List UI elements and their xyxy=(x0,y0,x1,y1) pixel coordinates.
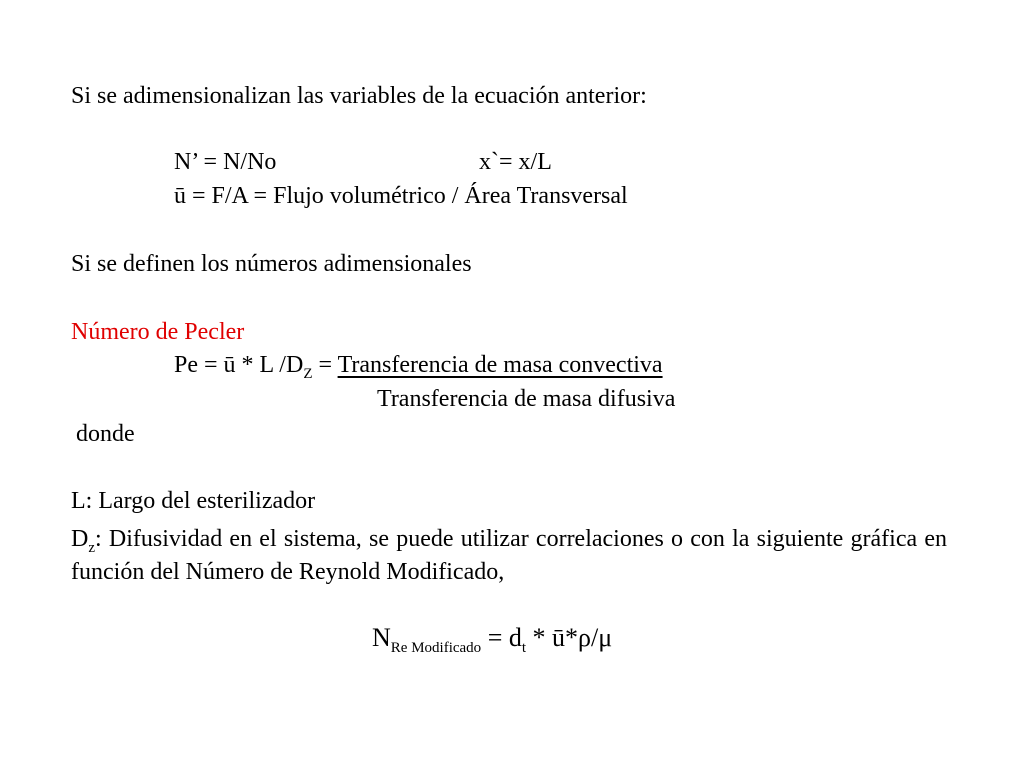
intro-text: Si se adimensionalizan las variables de la ecuación anterior: xyxy=(71,83,647,109)
nre-subscript: Re Modificado xyxy=(390,640,482,656)
donde-label: donde xyxy=(76,421,135,447)
nre-rest: * ū*ρ/μ xyxy=(526,623,613,652)
peclet-equation xyxy=(174,352,663,382)
definition-dz xyxy=(71,523,947,589)
var-u-definition: ū = F/A = Flujo volumétrico / Área Transversal xyxy=(174,183,628,209)
peclet-numerator: Transferencia de masa convectiva xyxy=(337,352,663,378)
definition-L: L: Largo del esterilizador xyxy=(71,488,316,514)
reynolds-equation xyxy=(372,623,613,656)
dz-base: D xyxy=(71,526,89,552)
peclet-heading: Número de Pecler xyxy=(71,319,245,345)
dz-text: : Difusividad en el sistema, se puede utilizar correlaciones o con la siguiente gráfica en función del Número de Reynold Modificado, xyxy=(71,526,947,585)
peclet-equals: = xyxy=(312,352,338,378)
peclet-denominator: Transferencia de masa difusiva xyxy=(377,386,676,412)
var-n-definition: N’ = N/No xyxy=(174,149,277,175)
var-x-definition: x`= x/L xyxy=(479,149,552,175)
peclet-subscript: Z xyxy=(303,366,313,382)
definitions-intro: Si se definen los números adimensionales xyxy=(71,251,472,277)
nre-subscript-t: t xyxy=(521,640,527,656)
nre-base: N xyxy=(372,623,391,652)
dz-subscript: z xyxy=(88,540,96,556)
peclet-lhs: Pe = ū * L /D xyxy=(174,352,304,378)
nre-mid: = d xyxy=(481,623,522,652)
